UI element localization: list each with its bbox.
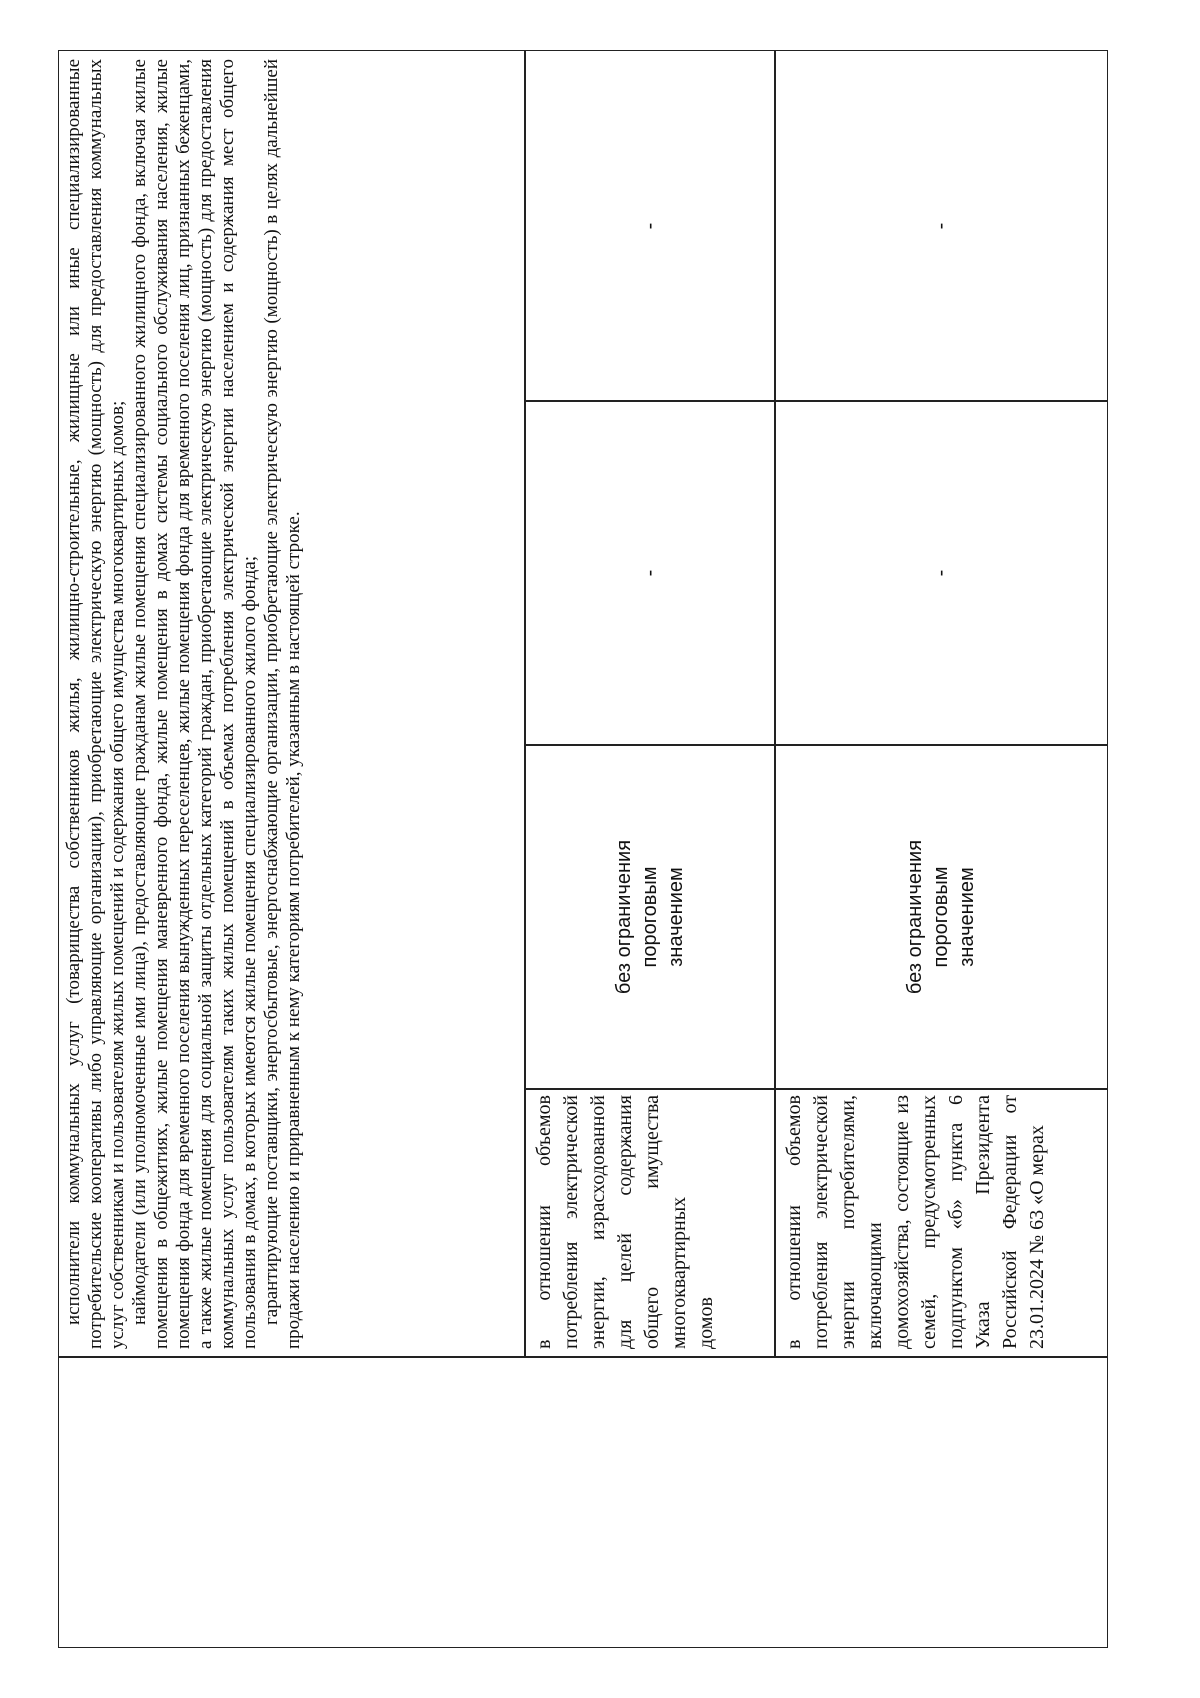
paragraph-landlords: наймодатели (или уполномоченные ими лица), предоставляющие гражданам жилые помещения специализированного жилищного фонда, включая жилые помещения в общежитиях, жилые помещения маневренного фонда, жилые помещения в домах системы социального обслуживания населения, жилые помещения фонда для временного поселения вынужденных переселенцев, жилые помещения фонда для временного поселения лиц, признанных беженцами, а также жилые помещения для социальной защиты отдельных категорий граждан, приобретающие электрическую энергию (мощность) для предоставления коммунальных услуг пользователям таких жилых помещений в объемах потребления электрической энергии населением и содержания мест общего пользования в домах, в которых имеются жилые помещения специализированного жилого фонда;	[129, 59, 260, 1349]
paragraph-service-providers: исполнители коммунальных услуг (товарищества собственников жилья, жилищно-строительные, жилищные или иные специализированные потребительские кооперативы либо управляющие организации), приобретающие электрическую энергию (мощность) для предоставления коммунальных услуг собственникам и пользователям жилых помещений и содержания общего имущества многоквартирных домов;	[63, 59, 128, 1349]
row-1-value-1	[524, 400, 776, 746]
row-1-description-last: домов	[695, 1297, 717, 1349]
eligible-consumers-text	[58, 50, 526, 1358]
row-2-value-1-text: -	[930, 569, 952, 577]
row-2-value-1	[774, 400, 1108, 746]
row-1-description	[524, 1088, 776, 1358]
blank-left-column	[58, 1356, 1108, 1648]
row-2-limit-text: без ограничения пороговым значением	[904, 839, 978, 995]
row-2-value-2-text: -	[930, 222, 952, 230]
row-1-value-2	[524, 50, 776, 402]
row-1-value-1-text: -	[639, 569, 661, 577]
row-1-description-text: в отношении объемов потребления электрической энергии, израсходованной для целей содержания общего имущества многоквартирных	[533, 1095, 690, 1349]
paragraph-suppliers: гарантирующие поставщики, энергосбытовые, энергоснабжающие организации, приобретающие электрическую энергию (мощность) в целях дальнейшей продажи населению и приравненным к нему категориям потребителей, указанным в настоящей строке.	[261, 59, 304, 1349]
row-2-description-text: в отношении объемов потребления электрической энергии потребителями, включающими домохозяйства, состоящие из семей, предусмотренных подпунктом «б» пункта 6 Указа Президента Российской Федерации от 23.01.2024 № 63 «О мерах	[783, 1095, 1048, 1349]
row-1-limit	[524, 744, 776, 1090]
row-2-limit	[774, 744, 1108, 1090]
row-1-limit-text: без ограничения пороговым значением	[613, 839, 687, 995]
row-1-value-2-text: -	[639, 222, 661, 230]
rotated-table	[58, 50, 1108, 1648]
row-2-value-2	[774, 50, 1108, 402]
row-2-description	[774, 1088, 1108, 1358]
